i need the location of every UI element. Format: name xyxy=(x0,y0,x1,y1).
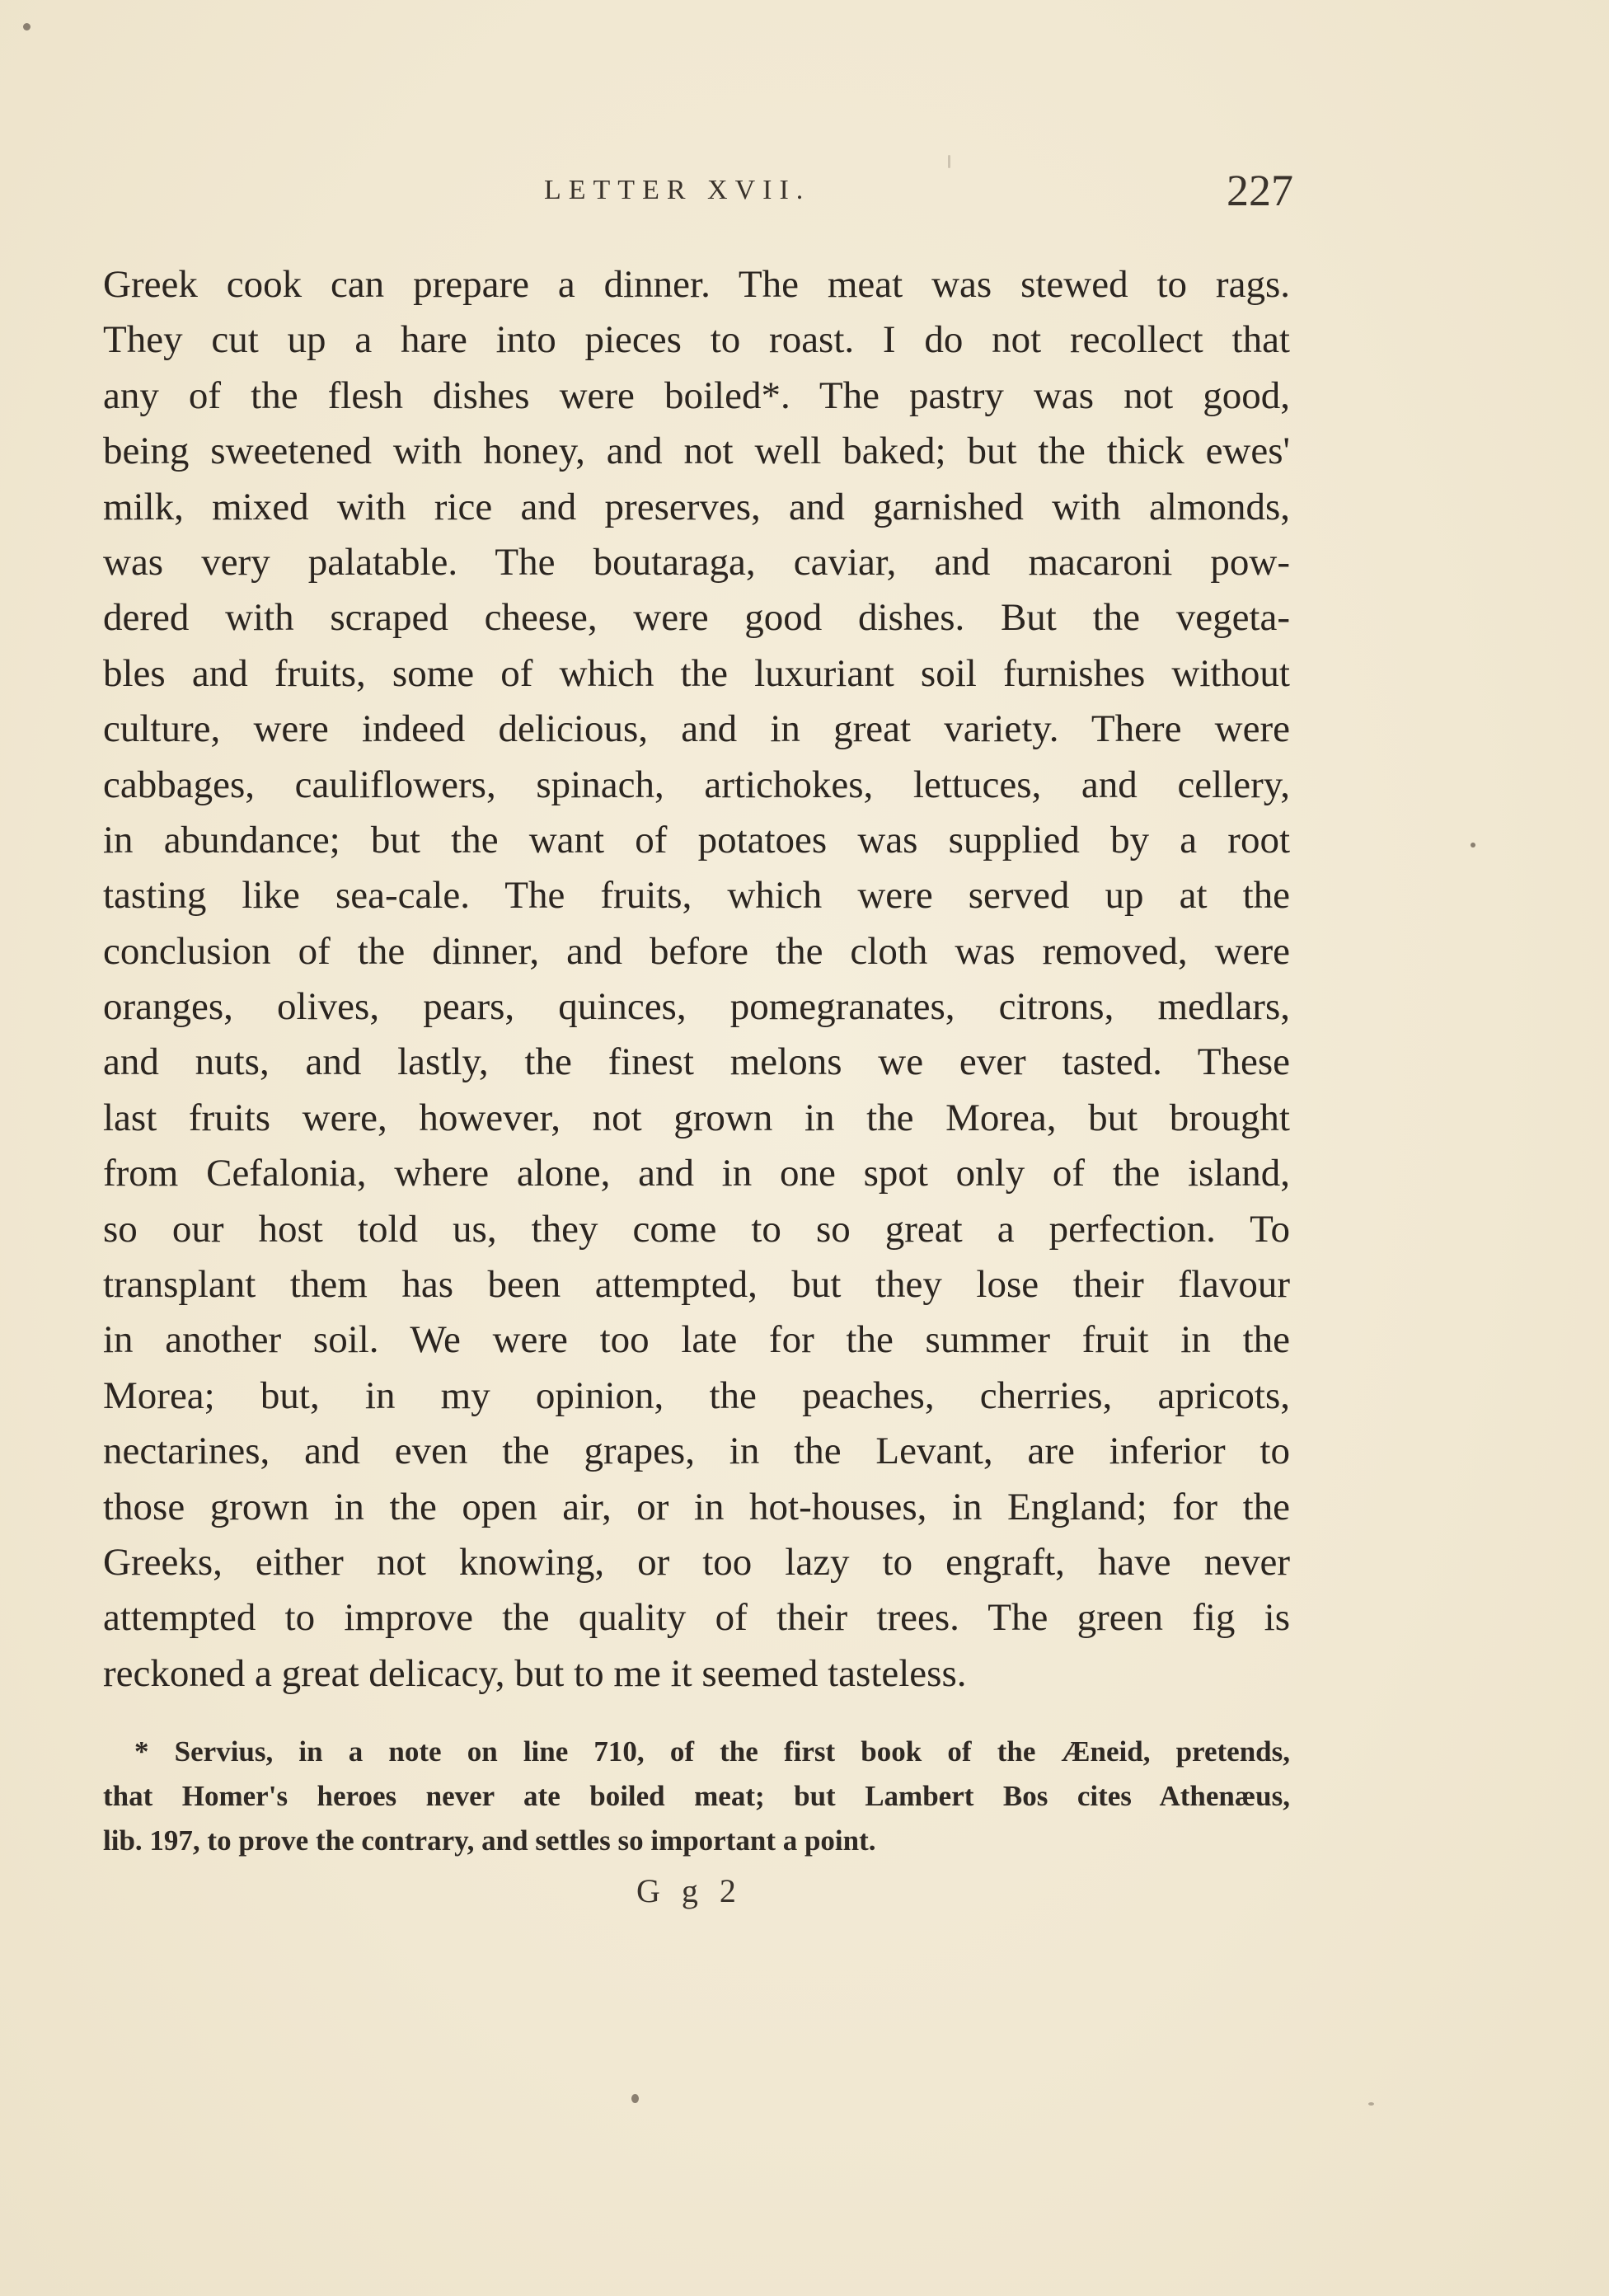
text-line: They cut up a hare into pieces to roast. I do not recollect that xyxy=(103,318,1290,362)
text-line: nectarines, and even the grapes, in the Levant, are inferior to xyxy=(103,1430,1290,1473)
paper-speck xyxy=(1471,843,1475,848)
body-text xyxy=(103,257,1290,1702)
text-line: was very palatable. The boutaraga, caviar, and macaroni pow- xyxy=(103,540,1290,584)
running-title: LETTER XVII. xyxy=(544,175,811,205)
text-line: so our host told us, they come to so great a perfection. To xyxy=(103,1207,1290,1251)
paper-speck xyxy=(23,23,30,31)
signature-mark: G g 2 xyxy=(636,1872,743,1909)
text-line: being sweetened with honey, and not well baked; but the thick ewes' xyxy=(103,430,1290,473)
paper-speck xyxy=(948,155,950,168)
footnote-line: lib. 197, to prove the contrary, and settles so important a point. xyxy=(103,1824,876,1857)
text-line: in another soil. We were too late for the summer fruit in the xyxy=(103,1318,1290,1362)
text-line: culture, were indeed delicious, and in great variety. There were xyxy=(103,707,1290,751)
text-line: those grown in the open air, or in hot-houses, in England; for the xyxy=(103,1485,1290,1528)
footnote-line: that Homer's heroes never ate boiled meat; but Lambert Bos cites Athenæus, xyxy=(103,1780,1290,1812)
text-line: any of the flesh dishes were boiled*. The pastry was not good, xyxy=(103,373,1290,417)
footnote xyxy=(103,1730,1290,1863)
text-line: oranges, olives, pears, quinces, pomegranates, citrons, medlars, xyxy=(103,985,1290,1029)
text-line: milk, mixed with rice and preserves, and garnished with almonds, xyxy=(103,485,1290,528)
text-line: attempted to improve the quality of their trees. The green fig is xyxy=(103,1596,1290,1640)
page-number: 227 xyxy=(1227,166,1293,215)
text-line: transplant them has been attempted, but they lose their flavour xyxy=(103,1263,1290,1307)
text-line: tasting like sea-cale. The fruits, which were served up at the xyxy=(103,874,1290,918)
text-line: cabbages, cauliflowers, spinach, artichokes, lettuces, and cellery, xyxy=(103,763,1290,806)
paper-speck xyxy=(631,2094,639,2103)
text-line: Greeks, either not knowing, or too lazy to engraft, have never xyxy=(103,1540,1290,1584)
text-line: from Cefalonia, where alone, and in one spot only of the island, xyxy=(103,1152,1290,1195)
paper-speck xyxy=(1368,2102,1374,2106)
text-line: Greek cook can prepare a dinner. The meat was stewed to rags. xyxy=(103,263,1290,306)
text-line: reckoned a great delicacy, but to me it seemed tasteless. xyxy=(103,1651,967,1695)
text-line: last fruits were, however, not grown in the Morea, but brought xyxy=(103,1096,1290,1139)
text-line: dered with scraped cheese, were good dishes. But the vegeta- xyxy=(103,596,1290,640)
text-line: conclusion of the dinner, and before the cloth was removed, were xyxy=(103,929,1290,973)
text-line: bles and fruits, some of which the luxuriant soil furnishes without xyxy=(103,651,1290,695)
text-line: in abundance; but the want of potatoes was supplied by a root xyxy=(103,818,1290,862)
text-line: and nuts, and lastly, the finest melons we ever tasted. These xyxy=(103,1040,1290,1084)
footnote-line: * Servius, in a note on line 710, of the first book of the Æneid, pretends, xyxy=(134,1735,1290,1768)
text-line: Morea; but, in my opinion, the peaches, cherries, apricots, xyxy=(103,1373,1290,1417)
